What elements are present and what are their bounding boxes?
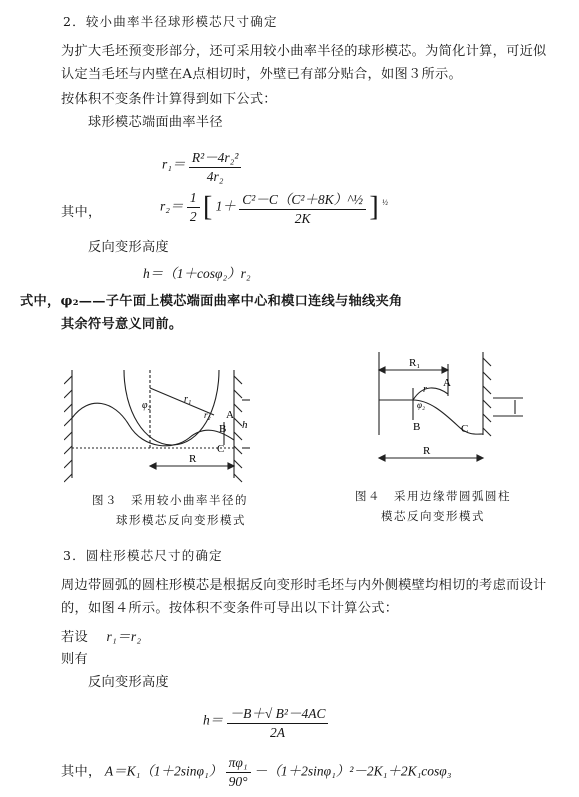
section2-note-line2: 其余符号意义同前。 bbox=[61, 317, 183, 332]
section3-then: 则有 bbox=[61, 652, 88, 667]
fig3-label-B: B bbox=[219, 423, 227, 435]
fig4-label-A: A bbox=[443, 377, 451, 389]
formula-r2-half-num: 1 bbox=[187, 190, 200, 208]
formula-h2-fraction bbox=[227, 702, 329, 741]
section3-sub1: 反向变形高度 bbox=[88, 675, 169, 690]
formula-r2-half bbox=[187, 190, 200, 225]
fig3-caption-line1: 图３ 采用较小曲率半径的 bbox=[92, 493, 248, 507]
fig4-label-R: R bbox=[423, 445, 431, 457]
formula-h1: h＝（1＋cosφ₂）r₂ bbox=[143, 266, 251, 281]
formula-r2-half-den: 2 bbox=[189, 209, 197, 224]
section2-para1-line2: 认定当毛坯与内壁在A点相切时，外壁已有部分贴合，如图３所示。 bbox=[61, 67, 462, 82]
section3-if-label: 若设 bbox=[61, 630, 88, 645]
formula-r2-left-bracket: [ bbox=[202, 191, 213, 223]
formula-h2-numerator: －B＋√ B²－4AC bbox=[227, 702, 329, 724]
formula-r1-lhs: r₁＝ bbox=[162, 156, 186, 172]
formula-r2-right-bracket: ] bbox=[369, 191, 379, 223]
fig4-caption-line1: 图４ 采用边缘带圆弧圆柱 bbox=[355, 489, 511, 503]
section2-para1-line1: 为扩大毛坯预变形部分，还可采用较小曲率半径的球形模芯。为简化计算，可近似 bbox=[61, 44, 547, 59]
fig4-caption-line2: 模芯反向变形模式 bbox=[381, 509, 485, 523]
formula-r1 bbox=[162, 146, 241, 185]
fig3-caption-line2: 球形模芯反向变形模式 bbox=[116, 513, 246, 527]
section3-if-eq: r₁＝r₂ bbox=[106, 629, 142, 644]
formula-r1-numerator: R²－4r₂² bbox=[189, 146, 242, 168]
formula-h2-denominator: 2A bbox=[270, 725, 286, 740]
formula-A bbox=[61, 755, 451, 790]
formula-A-lhs: A＝K₁（1＋2sinφ₁） bbox=[104, 763, 223, 779]
section3-para1-line2: 的，如图４所示。按体积不变条件可导出以下计算公式： bbox=[61, 601, 399, 616]
formula-r2-fraction bbox=[239, 188, 366, 227]
formula-r2-lhs: r₂＝ bbox=[160, 198, 184, 214]
section2-label-qizhong: 其中， bbox=[61, 205, 102, 220]
formula-r2-exponent: ½ bbox=[382, 198, 389, 208]
fig4-label-B: B bbox=[413, 421, 421, 433]
formula-r2-numerator: C²－C（C²＋8K）^½ bbox=[239, 188, 366, 210]
section2-note-line1: 式中，φ₂——子午面上模芯端面曲率中心和模口连线与轴线夹角 bbox=[20, 294, 403, 309]
fig3-label-R: R bbox=[189, 453, 197, 465]
formula-r2 bbox=[160, 188, 388, 227]
figure-3-caption bbox=[92, 490, 248, 530]
fig4-label-phi: φ₂ bbox=[417, 400, 426, 410]
section2-sub2: 反向变形高度 bbox=[88, 240, 169, 255]
fig3-label-h: h bbox=[242, 419, 248, 431]
section3-label-qizhong: 其中， bbox=[61, 764, 102, 780]
section2-para2: 按体积不变条件计算得到如下公式： bbox=[61, 92, 277, 107]
fig3-label-C: C bbox=[217, 443, 225, 455]
fig3-label-A: A bbox=[226, 409, 234, 421]
formula-r1-denominator: 4r₂ bbox=[206, 169, 224, 184]
fig4-label-r: r bbox=[423, 384, 427, 395]
formula-h2 bbox=[203, 702, 328, 741]
section2-sub1: 球形模芯端面曲率半径 bbox=[88, 115, 223, 130]
figure-4-caption bbox=[355, 486, 511, 526]
formula-r2-denominator: 2K bbox=[294, 211, 311, 226]
formula-r1-fraction bbox=[189, 146, 242, 185]
section3-if bbox=[61, 625, 141, 645]
formula-A-fraction bbox=[226, 755, 251, 790]
section3-para1-line1: 周边带圆弧的圆柱形模芯是根据反向变形时毛坯与内外侧模壁均相切的考虑而设计 bbox=[61, 578, 547, 593]
fig4-label-R1: R₁ bbox=[409, 357, 421, 369]
fig3-label-r2: r₂ bbox=[204, 410, 211, 420]
formula-h2-lhs: h＝ bbox=[203, 712, 224, 728]
fig4-label-C: C bbox=[461, 423, 469, 435]
fig3-label-r1: r₁ bbox=[184, 394, 192, 405]
section2-heading: 2．较小曲率半径球形模芯尺寸确定 bbox=[63, 14, 278, 29]
figure-3-diagram bbox=[64, 370, 250, 485]
formula-A-frac-num: πφ₁ bbox=[226, 755, 251, 773]
section3-heading: 3．圆柱形模芯尺寸的确定 bbox=[63, 548, 223, 563]
formula-A-frac-den: 90° bbox=[228, 774, 248, 789]
fig3-label-phi: φ₂ bbox=[142, 400, 152, 411]
figure-4-diagram bbox=[373, 350, 523, 468]
formula-A-rest: －（1＋2sinφ₁）²－2K₁＋2K₁cosφ₃ bbox=[253, 763, 452, 779]
formula-r2-one: 1＋ bbox=[215, 198, 236, 214]
